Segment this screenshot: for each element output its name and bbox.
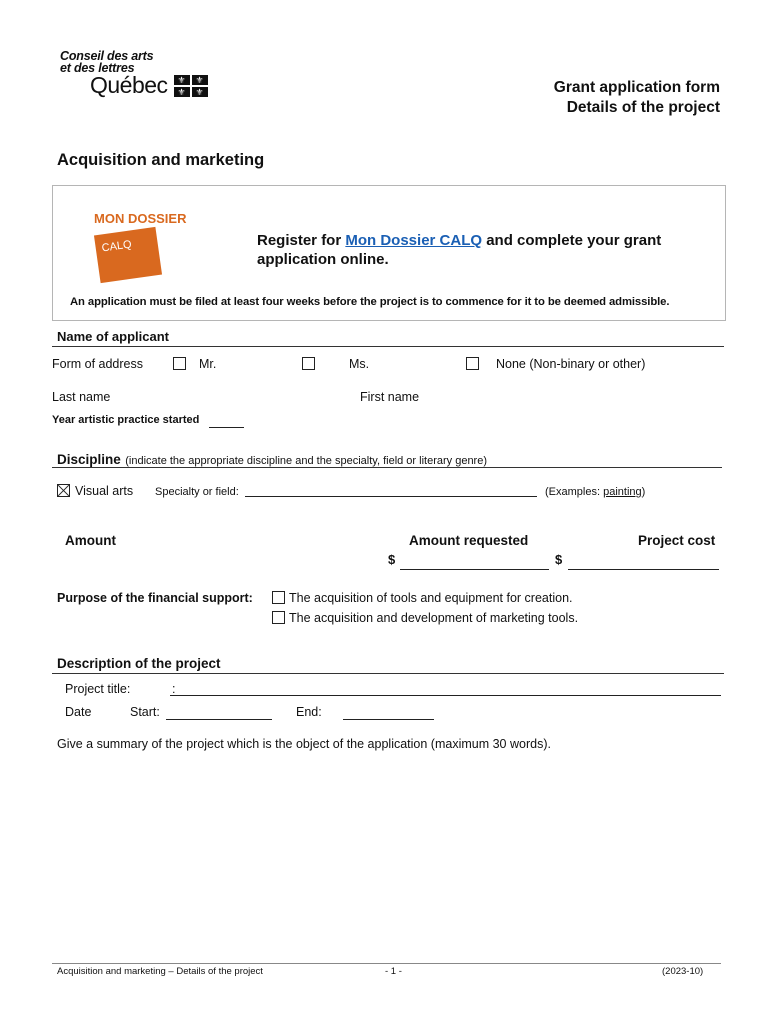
year-practice-field[interactable] bbox=[209, 415, 244, 428]
footer-rule bbox=[52, 963, 721, 964]
divider bbox=[52, 467, 722, 468]
examples-note: (Examples: painting) bbox=[545, 486, 646, 498]
logo-line-2: et des lettres bbox=[60, 61, 135, 75]
footer-left: Acquisition and marketing – Details of the project bbox=[57, 966, 263, 977]
mon-dossier-notice bbox=[52, 185, 726, 321]
mr-label: Mr. bbox=[199, 357, 217, 371]
project-title-label: Project title: bbox=[65, 682, 131, 696]
register-text: Register for Mon Dossier CALQ and complete your grant application online. bbox=[257, 232, 662, 268]
none-checkbox[interactable] bbox=[466, 357, 479, 370]
purpose-marketing-checkbox[interactable] bbox=[272, 611, 285, 624]
discipline-title: Discipline bbox=[57, 452, 121, 467]
mr-checkbox[interactable] bbox=[173, 357, 186, 370]
mon-dossier-label: MON DOSSIER bbox=[94, 211, 187, 226]
none-label: None (Non-binary or other) bbox=[496, 357, 646, 371]
form-subtitle: Details of the project bbox=[566, 99, 720, 116]
currency-symbol: $ bbox=[555, 552, 563, 567]
end-label: End: bbox=[296, 705, 322, 719]
amount-title: Amount bbox=[65, 533, 116, 548]
year-practice-label: Year artistic practice started bbox=[52, 414, 200, 426]
visual-arts-checkbox[interactable] bbox=[57, 484, 70, 497]
discipline-hint: (indicate the appropriate discipline and the specialty, field or literary genre) bbox=[125, 455, 488, 467]
project-cost-field[interactable] bbox=[568, 557, 719, 570]
admissibility-note: An application must be filed at least four weeks before the project is to commence for it to be deemed admissible. bbox=[70, 296, 670, 308]
start-date-field[interactable] bbox=[166, 707, 272, 720]
divider bbox=[52, 673, 724, 674]
purpose-tools-checkbox[interactable] bbox=[272, 591, 285, 604]
specialty-label: Specialty or field: bbox=[155, 486, 239, 498]
summary-field[interactable] bbox=[57, 757, 721, 947]
quebec-flag-icon: ⚜ ⚜ ⚜ ⚜ bbox=[174, 75, 208, 97]
form-version: (2023-10) bbox=[662, 966, 704, 977]
purpose-marketing-label: The acquisition and development of marketing tools. bbox=[289, 611, 579, 625]
description-title: Description of the project bbox=[57, 656, 221, 671]
date-label: Date bbox=[65, 705, 92, 719]
amount-requested-label: Amount requested bbox=[409, 533, 529, 548]
examples-painting: painting bbox=[603, 486, 642, 498]
calq-logo bbox=[60, 50, 230, 100]
logo-line-1: Conseil des arts bbox=[60, 49, 154, 63]
specialty-field[interactable] bbox=[245, 484, 537, 497]
purpose-tools-label: The acquisition of tools and equipment for creation. bbox=[289, 591, 573, 605]
form-title: Grant application form bbox=[553, 79, 720, 96]
currency-symbol: $ bbox=[388, 552, 396, 567]
project-title-colon: : bbox=[172, 682, 176, 696]
mon-dossier-link[interactable]: Mon Dossier CALQ bbox=[345, 232, 483, 249]
section-title: Acquisition and marketing bbox=[57, 151, 265, 169]
start-label: Start: bbox=[130, 705, 160, 719]
project-cost-label: Project cost bbox=[638, 533, 716, 548]
purpose-label: Purpose of the financial support: bbox=[57, 591, 253, 605]
calq-badge-icon: CALQ bbox=[94, 227, 162, 283]
applicant-section-title: Name of applicant bbox=[57, 329, 169, 344]
end-date-field[interactable] bbox=[343, 707, 434, 720]
divider bbox=[52, 346, 724, 347]
first-name-label: First name bbox=[360, 390, 420, 404]
page-number: - 1 - bbox=[385, 966, 402, 977]
amount-requested-field[interactable] bbox=[400, 557, 549, 570]
logo-quebec: Québec bbox=[90, 72, 168, 98]
last-name-label: Last name bbox=[52, 390, 111, 404]
form-of-address-label: Form of address bbox=[52, 357, 144, 371]
ms-label: Ms. bbox=[349, 357, 370, 371]
summary-prompt: Give a summary of the project which is the object of the application (maximum 30 words). bbox=[57, 737, 551, 751]
ms-checkbox[interactable] bbox=[302, 357, 315, 370]
project-title-field[interactable] bbox=[170, 683, 721, 696]
visual-arts-label: Visual arts bbox=[75, 484, 134, 498]
